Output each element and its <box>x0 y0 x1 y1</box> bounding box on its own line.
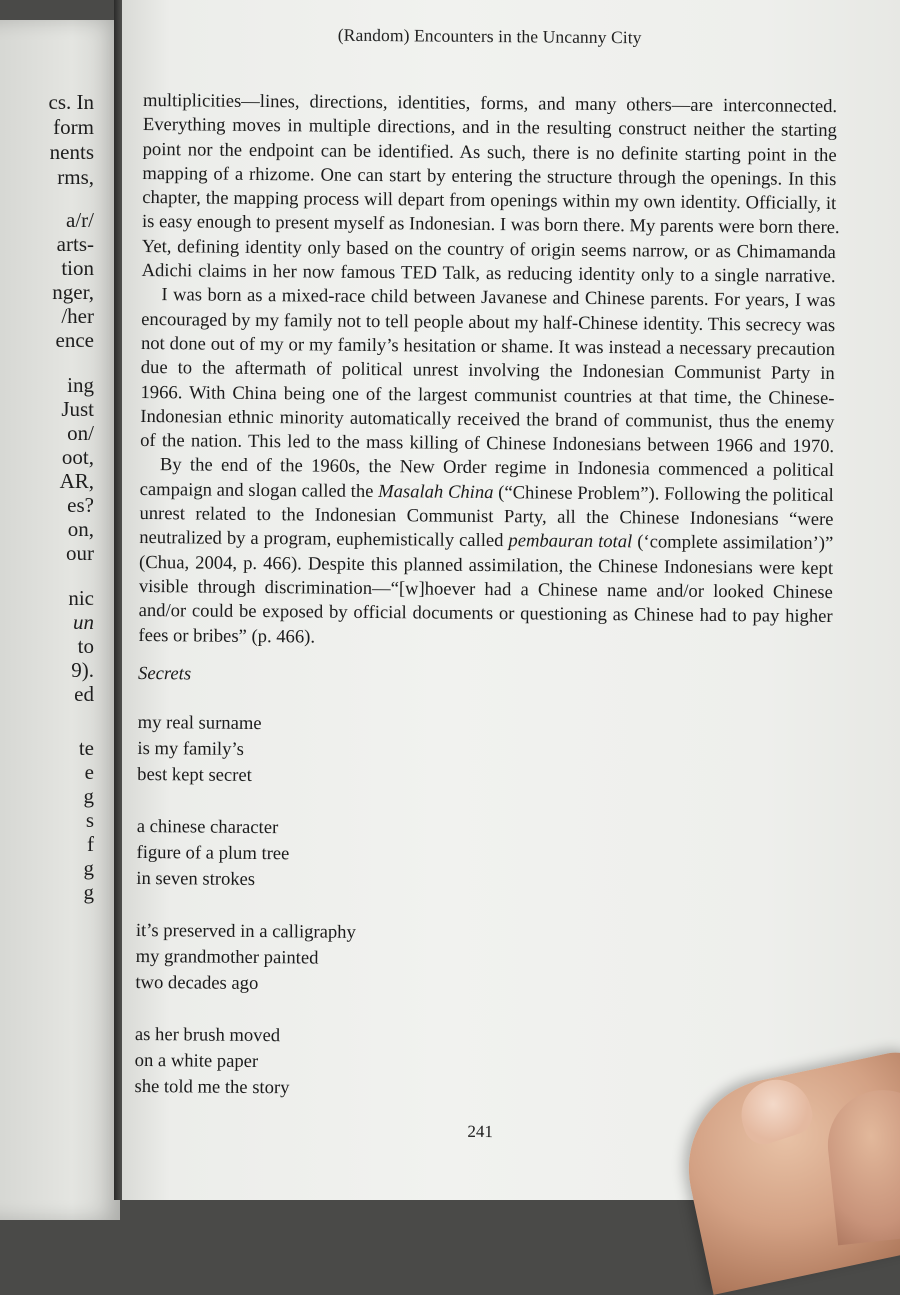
running-head: (Random) Encounters in the Uncanny City <box>337 24 642 48</box>
text-run: (‘complete assimilation’)” <box>632 531 834 555</box>
poem-line: best kept secret <box>137 763 252 786</box>
left-fragment: s <box>85 808 94 832</box>
text-line: due to the aftermath of political unrest involving the Indonesian Communist Party in <box>140 357 835 385</box>
left-fragment: tion <box>61 256 94 280</box>
left-fragment: e <box>84 760 94 784</box>
left-fragment: on, <box>67 517 94 541</box>
poem-line: my real surname <box>137 711 262 735</box>
text-line: visible through discrimination—“[w]hoever had a Chinese name and/or looked Chinese <box>138 575 833 603</box>
right-page <box>122 0 900 1200</box>
left-fragment: AR, <box>59 469 94 493</box>
left-fragment: nents <box>49 140 94 164</box>
text-line: and/or could be exposed by official documents or questioning as Chinese had to pay higher <box>138 600 833 628</box>
poem-line: two decades ago <box>135 971 259 995</box>
text-line: is easy enough to present myself as Indonesian. I was born there. My parents were born there. <box>141 211 840 239</box>
italic-term: Masalah China <box>378 480 494 503</box>
left-fragment: to <box>77 634 94 658</box>
left-fragment: ing <box>67 373 94 397</box>
text-line: chapter, the mapping process will depart from openings within my own identity. Officially, it <box>142 187 837 215</box>
left-fragment: our <box>66 541 94 565</box>
text-line: not done out of my or my family’s hesitation or shame. It was instead a necessary precaution <box>140 332 836 360</box>
text-line: point nor the endpoint can be identified. As such, there is no definite starting point in the <box>142 138 837 166</box>
text-line: Adichi claims in her now famous TED Talk, as reducing identity only to a single narrative. <box>141 260 836 288</box>
text-line: unrest related to the Indonesian Communist Party, all the Chinese Indonesians “were <box>139 503 834 531</box>
poem-line: my grandmother painted <box>135 945 319 969</box>
poem-line: in seven strokes <box>136 867 256 890</box>
left-fragment: te <box>78 736 94 760</box>
left-fragment: Just <box>61 397 94 421</box>
paragraph <box>142 89 838 289</box>
left-fragment: g <box>83 856 94 880</box>
left-fragment: es? <box>67 493 94 517</box>
text-line: Yet, defining identity only based on the country of origin seems narrow, or as Chimamanda <box>141 235 836 263</box>
left-page <box>0 20 120 1220</box>
text-run: campaign and slogan called the <box>139 478 379 502</box>
text-line: Indonesian ethnic minority automatically received the brand of communist, thus the enemy <box>140 405 835 433</box>
left-fragment: cs. In <box>48 90 94 114</box>
text-run: (“Chinese Problem”). Following the political <box>493 481 834 506</box>
text-line: Everything moves in multiple directions, and in the resulting construct neither the starting <box>142 114 837 142</box>
left-fragment: 9). <box>71 658 94 682</box>
italic-term: pembauran total <box>508 530 633 553</box>
poem <box>134 710 358 1128</box>
left-fragment: form <box>53 115 94 139</box>
text-line: 1966. With China being one of the largest communist countries at that time, the Chinese- <box>140 381 835 409</box>
poem-line: is my family’s <box>137 737 244 760</box>
poem-title: Secrets <box>138 662 192 685</box>
left-fragment: on/ <box>67 421 94 445</box>
poem-stanza <box>135 918 356 998</box>
left-fragment: a/r/ <box>66 208 94 232</box>
page-number: 241 <box>467 1121 493 1142</box>
left-fragment: oot, <box>61 445 94 469</box>
body-text <box>138 89 840 654</box>
paragraph <box>140 283 835 459</box>
text-line: encouraged by my family not to tell people about my half-Chinese identity. This secrecy was <box>141 308 836 336</box>
left-fragment: rms, <box>57 165 94 189</box>
page-content <box>130 0 840 1203</box>
text-line: By the end of the 1960s, the New Order regime in Indonesia commenced a political <box>159 454 834 482</box>
left-fragment: g <box>83 880 94 904</box>
poem-line: a chinese character <box>136 815 279 839</box>
text-line: fees or bribes” (p. 466). <box>138 624 316 648</box>
left-fragment: nic <box>68 586 94 610</box>
text-line: I was born as a mixed-race child between Javanese and Chinese parents. For years, I was <box>161 284 836 312</box>
left-fragment: ed <box>74 682 94 706</box>
left-fragment: ence <box>55 328 94 352</box>
poem-line: it’s preserved in a calligraphy <box>135 919 356 943</box>
poem-line: figure of a plum tree <box>136 841 290 865</box>
poem-line: she told me the story <box>134 1075 290 1099</box>
left-fragment: g <box>83 784 94 808</box>
left-fragment: un <box>73 610 94 634</box>
text-run: neutralized by a program, euphemistically called <box>139 527 509 552</box>
text-line: multiplicities—lines, directions, identities, forms, and many others—are interconnected. <box>143 89 838 118</box>
text-line: mapping of a rhizome. One can start by entering the structure through the openings. In this <box>142 162 837 190</box>
left-fragment: f <box>87 832 94 856</box>
left-fragment: /her <box>61 304 94 328</box>
left-fragment: nger, <box>52 280 94 304</box>
paragraph <box>138 453 834 653</box>
left-fragment: arts- <box>56 232 94 256</box>
poem-line: on a white paper <box>134 1049 259 1073</box>
text-line: of the nation. This led to the mass killing of Chinese Indonesians between 1966 and 1970. <box>140 430 835 458</box>
text-line: (Chua, 2004, p. 466). Despite this planned assimilation, the Chinese Indonesians were kept <box>138 551 834 579</box>
poem-stanza <box>134 1022 355 1102</box>
poem-line: as her brush moved <box>134 1023 281 1047</box>
poem-stanza <box>137 710 358 790</box>
poem-stanza <box>136 814 357 894</box>
